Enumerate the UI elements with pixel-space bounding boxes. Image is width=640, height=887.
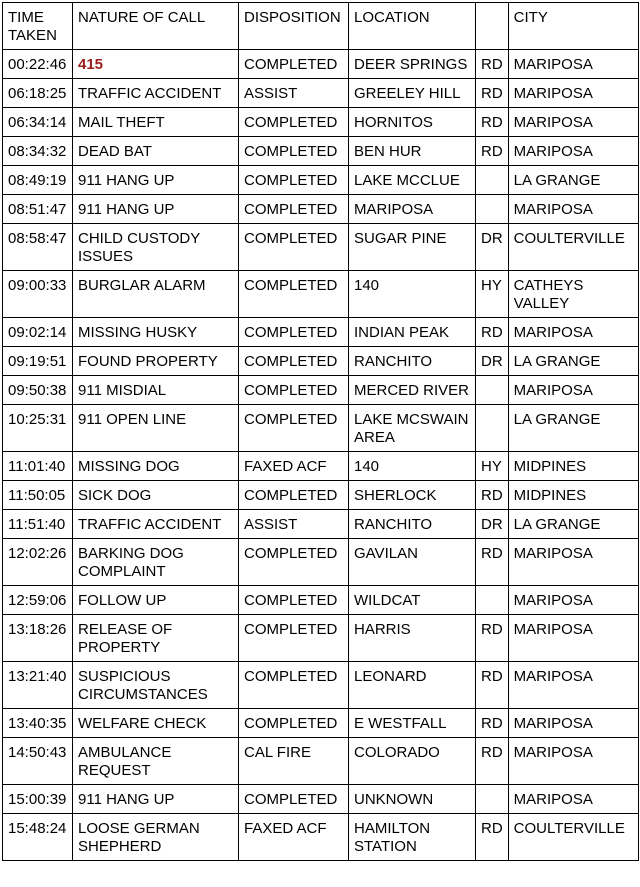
header-disposition: DISPOSITION bbox=[239, 3, 349, 50]
cell-disposition: COMPLETED bbox=[239, 224, 349, 271]
cell-location: MARIPOSA bbox=[349, 195, 476, 224]
table-row bbox=[3, 166, 639, 195]
cell-time: 08:34:32 bbox=[3, 137, 73, 166]
cell-time: 12:59:06 bbox=[3, 586, 73, 615]
cell-disposition: COMPLETED bbox=[239, 405, 349, 452]
cell-city: CATHEYS VALLEY bbox=[508, 271, 638, 318]
cell-disposition: FAXED ACF bbox=[239, 452, 349, 481]
header-city: CITY bbox=[508, 3, 638, 50]
cell-disposition: COMPLETED bbox=[239, 318, 349, 347]
cell-nature-of-call: 911 HANG UP bbox=[73, 785, 239, 814]
header-row bbox=[3, 3, 639, 50]
header-location: LOCATION bbox=[349, 3, 476, 50]
cell-disposition: FAXED ACF bbox=[239, 814, 349, 861]
table-row bbox=[3, 481, 639, 510]
cell-city: MARIPOSA bbox=[508, 108, 638, 137]
cell-suffix bbox=[476, 195, 509, 224]
table-row bbox=[3, 615, 639, 662]
cell-disposition: COMPLETED bbox=[239, 271, 349, 318]
cell-time: 11:50:05 bbox=[3, 481, 73, 510]
cell-suffix: RD bbox=[476, 481, 509, 510]
table-row bbox=[3, 50, 639, 79]
cell-nature-of-call: FOUND PROPERTY bbox=[73, 347, 239, 376]
cell-location: INDIAN PEAK bbox=[349, 318, 476, 347]
cell-nature-of-call: MAIL THEFT bbox=[73, 108, 239, 137]
cell-city: MARIPOSA bbox=[508, 50, 638, 79]
cell-nature-of-call: BARKING DOG COMPLAINT bbox=[73, 539, 239, 586]
table-row bbox=[3, 108, 639, 137]
cell-location: SHERLOCK bbox=[349, 481, 476, 510]
cell-city: MARIPOSA bbox=[508, 137, 638, 166]
cell-suffix: RD bbox=[476, 662, 509, 709]
cell-time: 14:50:43 bbox=[3, 738, 73, 785]
cell-suffix bbox=[476, 376, 509, 405]
cell-city: MARIPOSA bbox=[508, 615, 638, 662]
cell-location: 140 bbox=[349, 452, 476, 481]
cell-suffix: DR bbox=[476, 224, 509, 271]
cell-time: 12:02:26 bbox=[3, 539, 73, 586]
cell-location: WILDCAT bbox=[349, 586, 476, 615]
cell-location: HAMILTON STATION bbox=[349, 814, 476, 861]
cell-city: LA GRANGE bbox=[508, 166, 638, 195]
cell-location: COLORADO bbox=[349, 738, 476, 785]
cell-city: MARIPOSA bbox=[508, 539, 638, 586]
cell-suffix: RD bbox=[476, 709, 509, 738]
cell-location: UNKNOWN bbox=[349, 785, 476, 814]
cell-location: LAKE MCCLUE bbox=[349, 166, 476, 195]
cell-nature-of-call: 415 bbox=[73, 50, 239, 79]
cell-city: MARIPOSA bbox=[508, 586, 638, 615]
cell-location: HORNITOS bbox=[349, 108, 476, 137]
cell-city: MARIPOSA bbox=[508, 79, 638, 108]
table-row bbox=[3, 586, 639, 615]
cell-suffix: RD bbox=[476, 108, 509, 137]
cell-disposition: COMPLETED bbox=[239, 785, 349, 814]
cell-nature-of-call: 911 OPEN LINE bbox=[73, 405, 239, 452]
cell-disposition: COMPLETED bbox=[239, 50, 349, 79]
cell-suffix: DR bbox=[476, 510, 509, 539]
header-time-taken: TIME TAKEN bbox=[3, 3, 73, 50]
cell-location: RANCHITO bbox=[349, 347, 476, 376]
cell-time: 08:51:47 bbox=[3, 195, 73, 224]
table-row bbox=[3, 376, 639, 405]
cell-suffix: RD bbox=[476, 318, 509, 347]
table-row bbox=[3, 510, 639, 539]
cell-nature-of-call: BURGLAR ALARM bbox=[73, 271, 239, 318]
cell-suffix bbox=[476, 166, 509, 195]
cell-disposition: CAL FIRE bbox=[239, 738, 349, 785]
cell-suffix: DR bbox=[476, 347, 509, 376]
cell-nature-of-call: WELFARE CHECK bbox=[73, 709, 239, 738]
cell-suffix: RD bbox=[476, 539, 509, 586]
cell-disposition: COMPLETED bbox=[239, 586, 349, 615]
cell-disposition: COMPLETED bbox=[239, 481, 349, 510]
table-row bbox=[3, 137, 639, 166]
cell-disposition: COMPLETED bbox=[239, 347, 349, 376]
cell-disposition: COMPLETED bbox=[239, 615, 349, 662]
cell-location: BEN HUR bbox=[349, 137, 476, 166]
cell-suffix: RD bbox=[476, 615, 509, 662]
cell-disposition: COMPLETED bbox=[239, 137, 349, 166]
cell-suffix: RD bbox=[476, 79, 509, 108]
cell-nature-of-call: RELEASE OF PROPERTY bbox=[73, 615, 239, 662]
cell-disposition: ASSIST bbox=[239, 79, 349, 108]
header-suffix bbox=[476, 3, 509, 50]
cell-suffix: RD bbox=[476, 738, 509, 785]
cell-city: COULTERVILLE bbox=[508, 814, 638, 861]
table-row bbox=[3, 785, 639, 814]
cell-nature-of-call: DEAD BAT bbox=[73, 137, 239, 166]
cell-location: MERCED RIVER bbox=[349, 376, 476, 405]
cell-disposition: COMPLETED bbox=[239, 539, 349, 586]
cell-location: GAVILAN bbox=[349, 539, 476, 586]
table-row bbox=[3, 539, 639, 586]
cell-city: LA GRANGE bbox=[508, 347, 638, 376]
cell-time: 06:18:25 bbox=[3, 79, 73, 108]
cell-nature-of-call: 911 HANG UP bbox=[73, 195, 239, 224]
table-row bbox=[3, 271, 639, 318]
cell-time: 08:58:47 bbox=[3, 224, 73, 271]
cell-location: GREELEY HILL bbox=[349, 79, 476, 108]
cell-time: 08:49:19 bbox=[3, 166, 73, 195]
table-row bbox=[3, 709, 639, 738]
cell-disposition: COMPLETED bbox=[239, 166, 349, 195]
header-nature-of-call: NATURE OF CALL bbox=[73, 3, 239, 50]
table-body bbox=[3, 50, 639, 861]
cell-time: 13:21:40 bbox=[3, 662, 73, 709]
cell-nature-of-call: 911 MISDIAL bbox=[73, 376, 239, 405]
table-row bbox=[3, 195, 639, 224]
cell-time: 15:48:24 bbox=[3, 814, 73, 861]
cell-disposition: COMPLETED bbox=[239, 195, 349, 224]
cell-nature-of-call: TRAFFIC ACCIDENT bbox=[73, 510, 239, 539]
cell-time: 09:19:51 bbox=[3, 347, 73, 376]
cell-time: 00:22:46 bbox=[3, 50, 73, 79]
cell-nature-of-call: 911 HANG UP bbox=[73, 166, 239, 195]
cell-city: MIDPINES bbox=[508, 452, 638, 481]
cell-suffix: RD bbox=[476, 814, 509, 861]
cell-suffix: HY bbox=[476, 452, 509, 481]
cell-city: LA GRANGE bbox=[508, 405, 638, 452]
cell-location: HARRIS bbox=[349, 615, 476, 662]
cell-city: LA GRANGE bbox=[508, 510, 638, 539]
cell-time: 09:50:38 bbox=[3, 376, 73, 405]
cell-disposition: COMPLETED bbox=[239, 662, 349, 709]
cell-disposition: ASSIST bbox=[239, 510, 349, 539]
table-row bbox=[3, 452, 639, 481]
cell-disposition: COMPLETED bbox=[239, 709, 349, 738]
cell-city: MARIPOSA bbox=[508, 376, 638, 405]
cell-time: 13:18:26 bbox=[3, 615, 73, 662]
cell-location: LEONARD bbox=[349, 662, 476, 709]
cell-time: 11:51:40 bbox=[3, 510, 73, 539]
cell-suffix: RD bbox=[476, 137, 509, 166]
cell-location: E WESTFALL bbox=[349, 709, 476, 738]
cell-suffix: HY bbox=[476, 271, 509, 318]
table-row bbox=[3, 738, 639, 785]
table-header bbox=[3, 3, 639, 50]
table-row bbox=[3, 405, 639, 452]
cell-nature-of-call: CHILD CUSTODY ISSUES bbox=[73, 224, 239, 271]
cell-nature-of-call: FOLLOW UP bbox=[73, 586, 239, 615]
cell-city: MIDPINES bbox=[508, 481, 638, 510]
cell-city: COULTERVILLE bbox=[508, 224, 638, 271]
table-row bbox=[3, 347, 639, 376]
cell-nature-of-call: LOOSE GERMAN SHEPHERD bbox=[73, 814, 239, 861]
call-log-table bbox=[2, 2, 639, 861]
cell-suffix bbox=[476, 586, 509, 615]
cell-city: MARIPOSA bbox=[508, 318, 638, 347]
cell-time: 13:40:35 bbox=[3, 709, 73, 738]
cell-nature-of-call: SICK DOG bbox=[73, 481, 239, 510]
cell-suffix: RD bbox=[476, 50, 509, 79]
cell-disposition: COMPLETED bbox=[239, 108, 349, 137]
cell-location: SUGAR PINE bbox=[349, 224, 476, 271]
cell-time: 15:00:39 bbox=[3, 785, 73, 814]
cell-suffix bbox=[476, 405, 509, 452]
cell-disposition: COMPLETED bbox=[239, 376, 349, 405]
cell-suffix bbox=[476, 785, 509, 814]
cell-location: RANCHITO bbox=[349, 510, 476, 539]
cell-time: 09:02:14 bbox=[3, 318, 73, 347]
table-row bbox=[3, 79, 639, 108]
table-row bbox=[3, 814, 639, 861]
cell-time: 06:34:14 bbox=[3, 108, 73, 137]
cell-nature-of-call: AMBULANCE REQUEST bbox=[73, 738, 239, 785]
cell-nature-of-call: SUSPICIOUS CIRCUMSTANCES bbox=[73, 662, 239, 709]
table-row bbox=[3, 318, 639, 347]
cell-time: 11:01:40 bbox=[3, 452, 73, 481]
table-row bbox=[3, 662, 639, 709]
cell-city: MARIPOSA bbox=[508, 709, 638, 738]
cell-city: MARIPOSA bbox=[508, 785, 638, 814]
cell-nature-of-call: MISSING DOG bbox=[73, 452, 239, 481]
cell-time: 10:25:31 bbox=[3, 405, 73, 452]
cell-location: DEER SPRINGS bbox=[349, 50, 476, 79]
cell-nature-of-call: MISSING HUSKY bbox=[73, 318, 239, 347]
cell-nature-of-call: TRAFFIC ACCIDENT bbox=[73, 79, 239, 108]
cell-location: 140 bbox=[349, 271, 476, 318]
cell-city: MARIPOSA bbox=[508, 738, 638, 785]
cell-city: MARIPOSA bbox=[508, 195, 638, 224]
cell-time: 09:00:33 bbox=[3, 271, 73, 318]
cell-location: LAKE MCSWAIN AREA bbox=[349, 405, 476, 452]
table-row bbox=[3, 224, 639, 271]
cell-city: MARIPOSA bbox=[508, 662, 638, 709]
